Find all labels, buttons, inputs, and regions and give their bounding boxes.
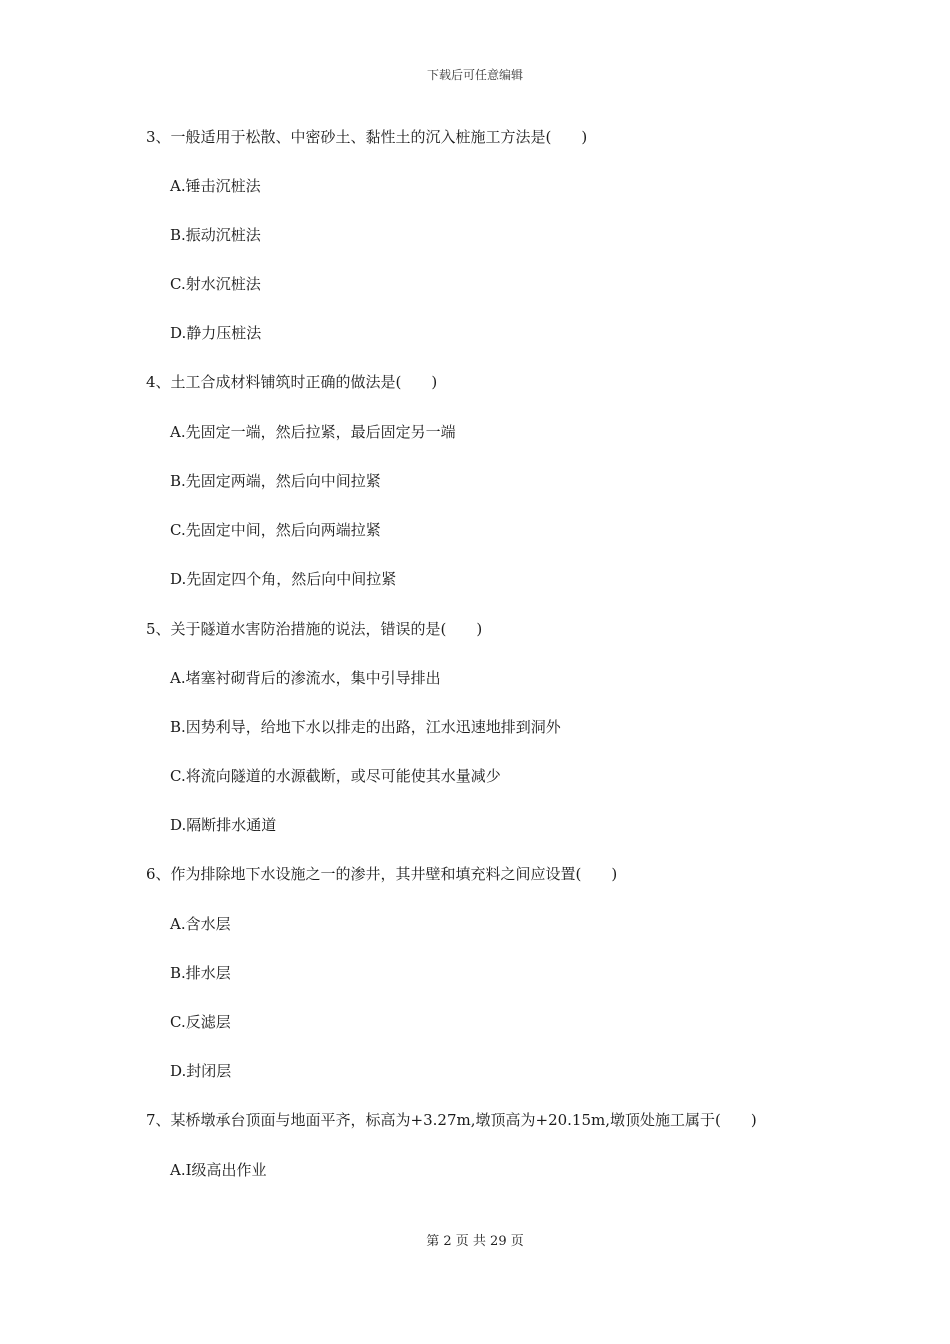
option-3d: D.静力压桩法 [170, 324, 262, 342]
option-4a: A.先固定一端，然后拉紧，最后固定另一端 [170, 423, 456, 441]
question-7: 7、某桥墩承台顶面与地面平齐，标高为+3.27m,墩顶高为+20.15m,墩顶处施工属于( ) [146, 1111, 757, 1129]
option-6a: A.含水层 [170, 915, 231, 933]
option-3a: A.锤击沉桩法 [170, 177, 261, 195]
option-5c: C.将流向隧道的水源截断，或尽可能使其水量减少 [170, 767, 501, 785]
page-header: 下载后可任意编辑 [426, 68, 523, 82]
option-4d: D.先固定四个角，然后向中间拉紧 [170, 570, 397, 588]
option-6c: C.反滤层 [170, 1013, 231, 1031]
option-7a: A.Ⅰ级高出作业 [170, 1161, 267, 1179]
question-6: 6、作为排除地下水设施之一的渗井，其井壁和填充料之间应设置( ) [146, 865, 618, 883]
question-5: 5、关于隧道水害防治措施的说法，错误的是( ) [146, 620, 483, 638]
option-4b: B.先固定两端，然后向中间拉紧 [170, 472, 381, 490]
question-4: 4、土工合成材料铺筑时正确的做法是( ) [146, 373, 438, 391]
option-3b: B.振动沉桩法 [170, 226, 261, 244]
option-5a: A.堵塞衬砌背后的渗流水，集中引导排出 [170, 669, 441, 687]
question-3: 3、一般适用于松散、中密砂土、黏性土的沉入桩施工方法是( ) [146, 128, 588, 146]
option-5d: D.隔断排水通道 [170, 816, 277, 834]
option-4c: C.先固定中间，然后向两端拉紧 [170, 521, 381, 539]
option-6d: D.封闭层 [170, 1062, 232, 1080]
option-5b: B.因势利导，给地下水以排走的出路，江水迅速地排到洞外 [170, 718, 561, 736]
option-6b: B.排水层 [170, 964, 231, 982]
option-3c: C.射水沉桩法 [170, 275, 261, 293]
page-footer: 第 2 页 共 29 页 [426, 1234, 524, 1249]
